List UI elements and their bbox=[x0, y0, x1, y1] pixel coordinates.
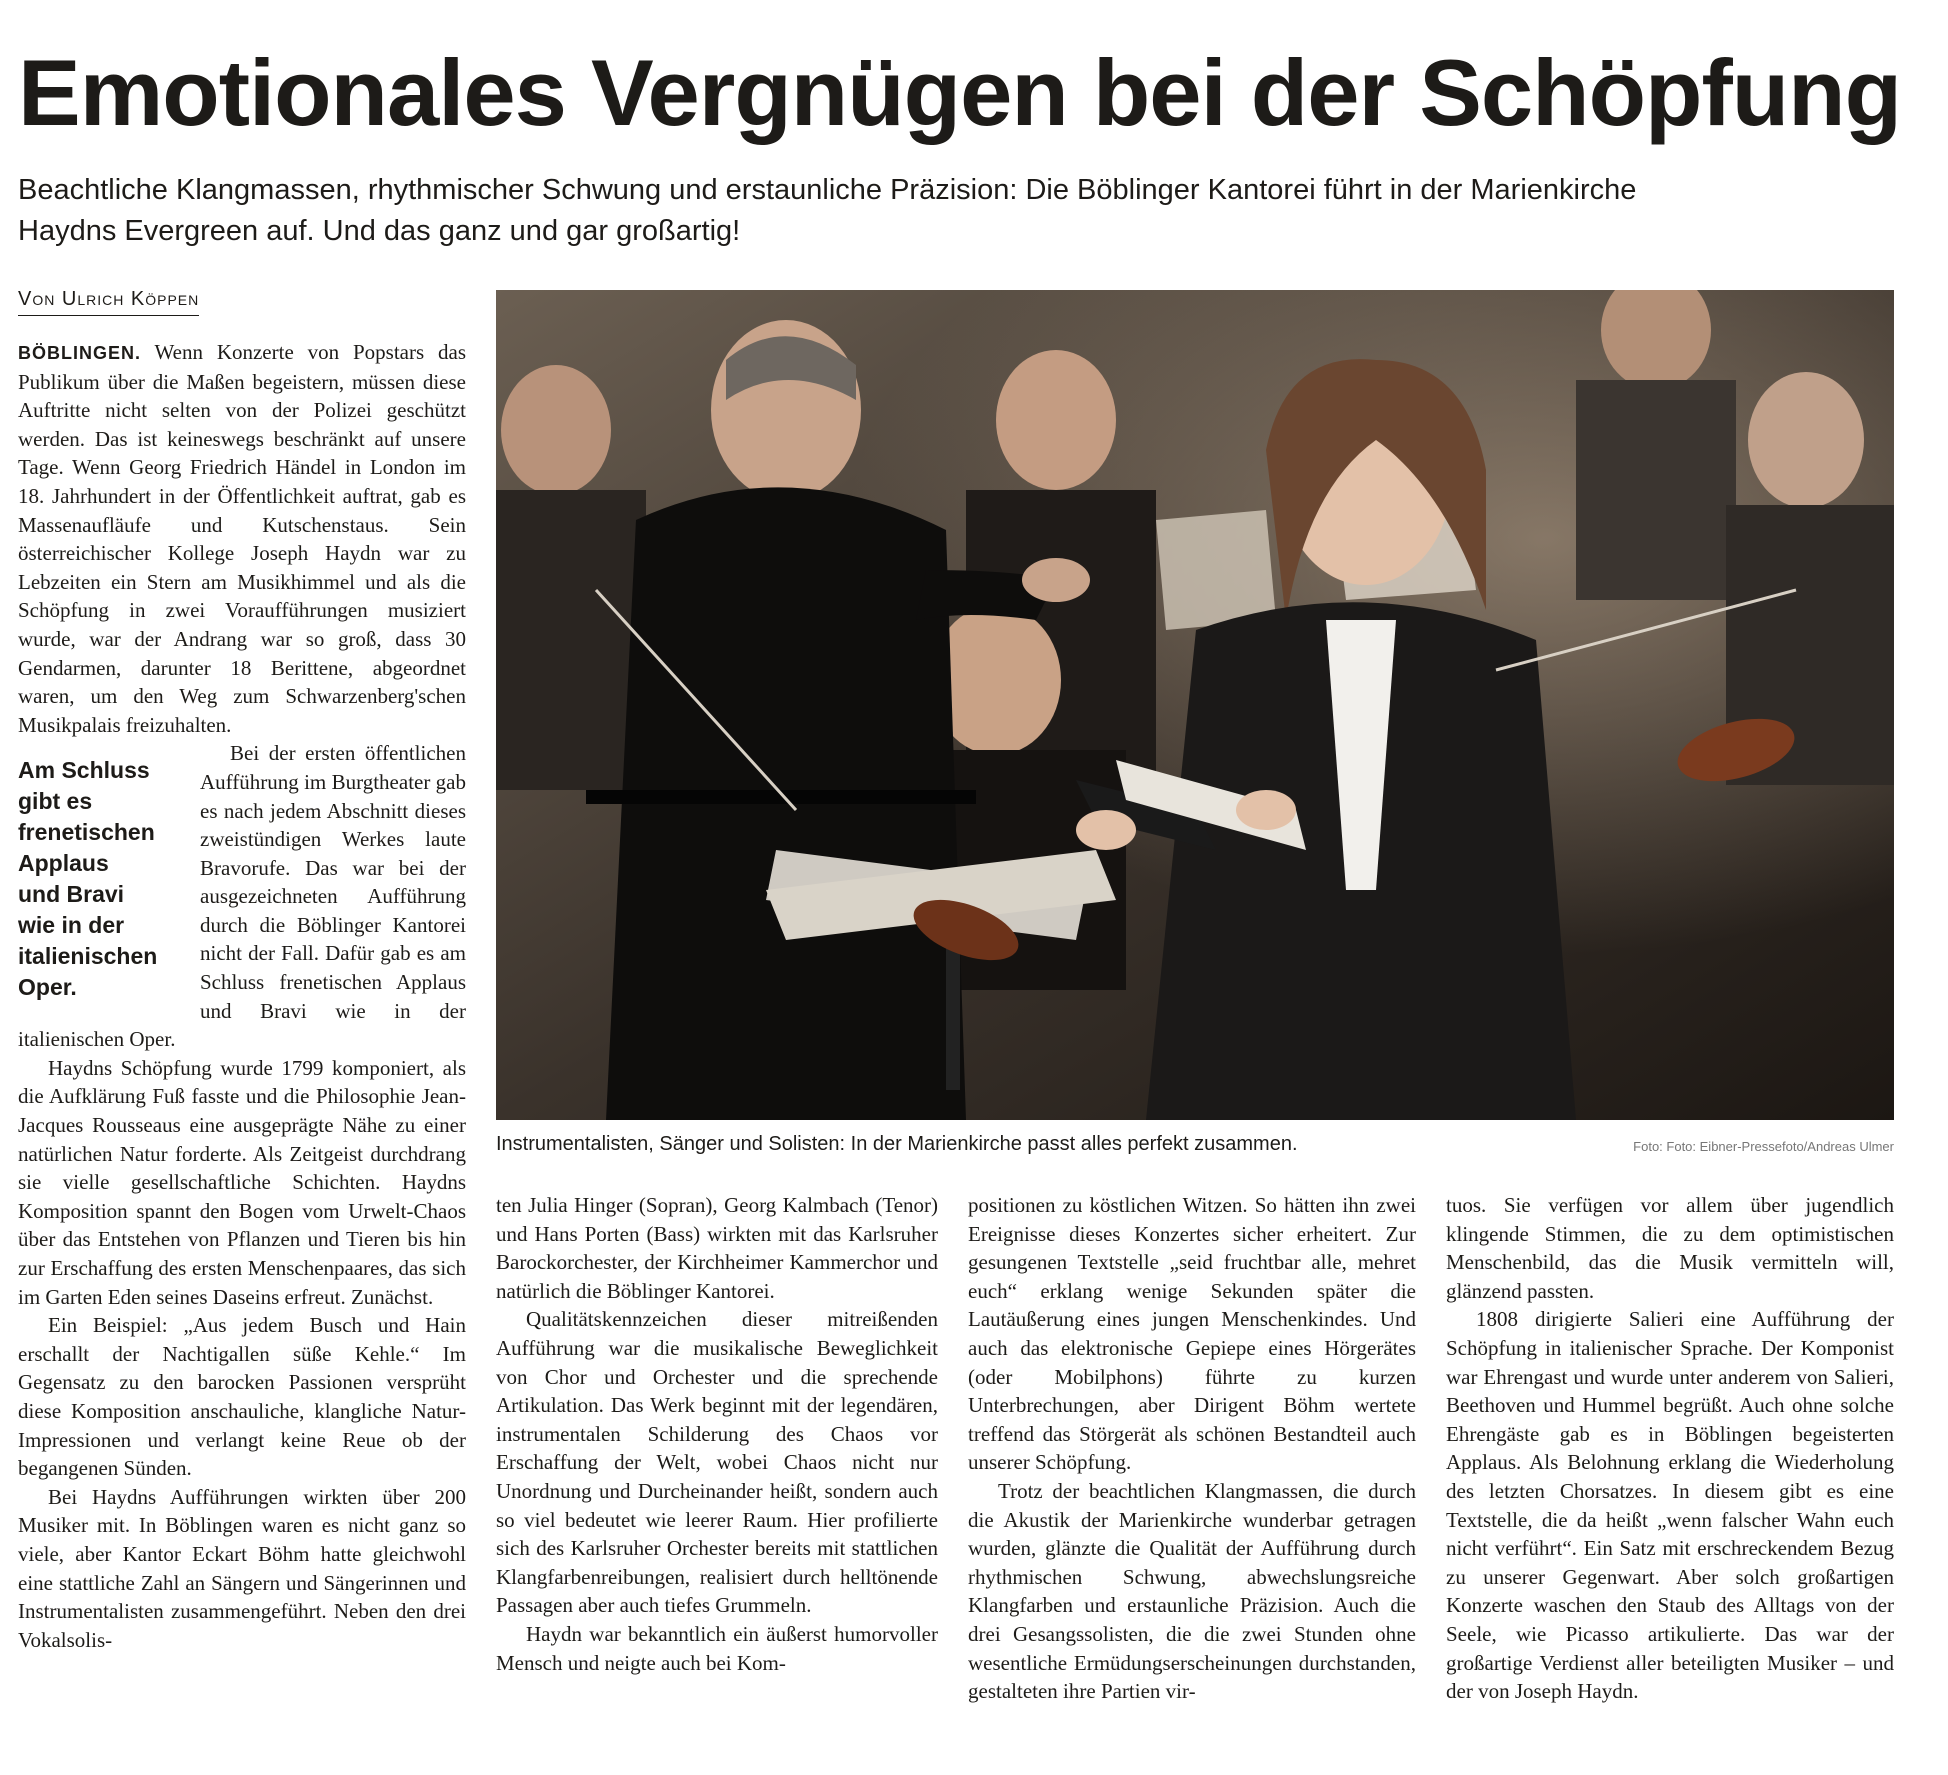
headline: Emotionales Vergnügen bei der Schöpfung bbox=[18, 40, 1901, 145]
pull-quote-line: frenetischen bbox=[18, 819, 155, 846]
paragraph-1 bbox=[18, 338, 466, 739]
paragraph-8: Haydn war bekanntlich ein äußerst humorvoller Mensch und neigte auch bei Kom- bbox=[496, 1621, 938, 1675]
paragraph-5: Bei Haydns Aufführungen wirkten über 200 Musiker mit. In Böblingen waren es nicht ganz so viele, aber Kantor Eckart Böhm hatte gleichwohl eine stattliche Zahl an Sängern und Sängerinnen und Instrumentalisten zusammengeführt. Neben den drei Vokalsolis- bbox=[18, 1484, 466, 1652]
concert-photo-illustration bbox=[496, 290, 1894, 1120]
concert-photo bbox=[496, 290, 1894, 1120]
paragraph-12: 1808 dirigierte Salieri eine Aufführung der Schöpfung in italienischer Sprache. Der Komponist war Ehrengast und wurde unter anderem von Salieri, Beethoven und Hummel begrüßt. Auch ohne solche Ehrengäste gab es in Böblingen begeisterten Applaus. Als Belohnung erklang die Wiederholung des letzten Chorsatzes. In diesem gibt es eine Textstelle, die da heißt „wenn falscher Wahn euch nicht verführt“. Ein Satz mit erschreckendem Bezug zu unserer Gegenwart. Aber solch großartigen Konzerte waschen den Staub des Alltags von der Seele, wie Picasso artikulierte. Das war der großartige Verdienst aller beteiligten Musiker – und der von Joseph Haydn. bbox=[1446, 1307, 1894, 1704]
pull-quote-line: gibt es bbox=[18, 788, 93, 815]
pull-quote-line: Am Schluss bbox=[18, 757, 150, 784]
byline: Von Ulrich Köppen bbox=[18, 288, 199, 316]
subheadline bbox=[18, 170, 1718, 252]
subheadline-line-1: Beachtliche Klangmassen, rhythmischer Schwung und erstaunliche Präzision: Die Böblinger Kantorei führt in der Marienkirche bbox=[18, 174, 1637, 206]
pull-quote bbox=[18, 755, 178, 1003]
subheadline-line-2: Haydns Evergreen auf. Und das ganz und gar großartig! bbox=[18, 215, 741, 247]
dateline: BÖBLINGEN. bbox=[18, 343, 142, 363]
article-column-2 bbox=[496, 1191, 938, 1771]
paragraph-3: Haydns Schöpfung wurde 1799 komponiert, als die Aufklärung Fuß fasste und die Philosophie Jean-Jacques Rousseaus eine ausgeprägte Nähe zu einer natürlichen Natur forderte. Als Zeitgeist durchdrang sie vielle gesellschaftliche Schichten. Haydns Komposition spannt den Bogen vom Urwelt-Chaos über das Entstehen von Pflanzen und Tieren bis hin zur Erschaffung des ersten Menschenpaares, das sich im Garten Eden seines Daseins erfreut. Zunächst. bbox=[18, 1055, 466, 1309]
paragraph-1-text: Wenn Konzerte von Popstars das Publikum über die Maßen begeistern, müssen diese Auftritte nicht selten von der Polizei geschützt werden. Das ist keineswegs beschränkt auf unsere Tage. Wenn Georg Friedrich Händel in London im 18. Jahrhundert in der Öffentlichkeit auftrat, gab es Massenaufläufe und Kutschenstaus. Sein österreichischer Kollege Joseph Haydn war zu Lebzeiten ein Stern am Musikhimmel und als die Schöpfung in zwei Voraufführungen musiziert wurde, war der Andrang war so groß, dass 30 Gendarmen, darunter 18 Berittene, abgeordnet waren, um den Weg zum Schwarzenberg'schen Musikpalais freizuhalten. bbox=[18, 340, 466, 737]
pull-quote-line: und Bravi bbox=[18, 881, 125, 908]
paragraph-11: tuos. Sie verfügen vor allem über jugendlich klingende Stimmen, die zu dem optimistischen Menschenbild, das die Musik vermitteln will, glänzend passten. bbox=[1446, 1193, 1894, 1303]
paragraph-7: Qualitätskennzeichen dieser mitreißenden Aufführung war die musikalische Beweglichkeit von Chor und Orchester und die sprechende Artikulation. Das Werk beginnt mit der legendären, instrumentalen Schilderung des Chaos vor Erschaffung der Welt, wobei Chaos nicht nur Unordnung und Durcheinander heißt, sondern auch so viel bedeutet wie leerer Raum. Hier profilierte sich des Karlsruher Orchester bereits mit stattlichen Klangfarbenreibungen, realisiert durch helltönende Passagen aber auch tiefes Grummeln. bbox=[496, 1307, 938, 1618]
pull-quote-line: Oper. bbox=[18, 974, 77, 1001]
pull-quote-line: italienischen bbox=[18, 943, 158, 970]
paragraph-4: Ein Beispiel: „Aus jedem Busch und Hain erschallt der Nachtigallen süße Kehle.“ Im Gegensatz zu den barocken Passionen versprüht diese Komposition anschauliche, klangliche Natur-Impressionen und verlangt keine Reue ob der begangenen Sünden. bbox=[18, 1313, 466, 1481]
photo-caption: Instrumentalisten, Sänger und Solisten: In der Marienkirche passt alles perfekt zusammen. bbox=[496, 1133, 1298, 1155]
paragraph-10: Trotz der beachtlichen Klangmassen, die durch die Akustik der Marienkirche wunderbar getragen wurden, glänzte die Qualität der Aufführung durch rhythmischen Schwung, abwechslungsreiche Klangfarben und erstaunliche Präzision. Auch die drei Gesangssolisten, die die zwei Stunden ohne wesentliche Ermüdungserscheinungen durchstanden, gestalteten ihre Partien vir- bbox=[968, 1478, 1416, 1704]
pull-quote-line: wie in der bbox=[18, 912, 125, 939]
article-column-3 bbox=[968, 1191, 1416, 1771]
article-column-4 bbox=[1446, 1191, 1894, 1771]
article-column-1 bbox=[18, 338, 466, 1758]
paragraph-9: positionen zu köstlichen Witzen. So hätten ihn zwei Ereignisse dieses Konzertes sicher erheitert. Zur gesungenen Textstelle „seid fruchtbar alle, mehret euch“ erklang wenige Sekunden später die Lautäußerung eines jungen Menschenkindes. Und auch das elektronische Gepiepe eines Hörgerätes (oder Mobilphons) führte zu kurzen Unterbrechungen, aber Dirigent Böhm wertete treffend das Störgerät als schönen Bestandteil auch unserer Schöpfung. bbox=[968, 1193, 1416, 1475]
pull-quote-line: Applaus bbox=[18, 850, 109, 877]
paragraph-2: Bei der ersten öffentlichen Aufführung im Burgtheater gab es nach jedem Abschnitt dieses zweistündigen Werkes laute Bravorufe. Das war bei der ausgezeichneten Aufführung durch die Böblinger Kantorei nicht der Fall. Dafür gab es am Schluss frenetischen Applaus und Bravi wie in der italienischen Oper. bbox=[18, 741, 466, 1052]
photo-credit: Foto: Foto: Eibner-Pressefoto/Andreas Ulmer bbox=[1633, 1139, 1894, 1154]
paragraph-6: ten Julia Hinger (Sopran), Georg Kalmbach (Tenor) und Hans Porten (Bass) wirkten mit das Karlsruher Barockorchester, der Kirchheimer Kammerchor und natürlich die Böblinger Kantorei. bbox=[496, 1193, 938, 1303]
